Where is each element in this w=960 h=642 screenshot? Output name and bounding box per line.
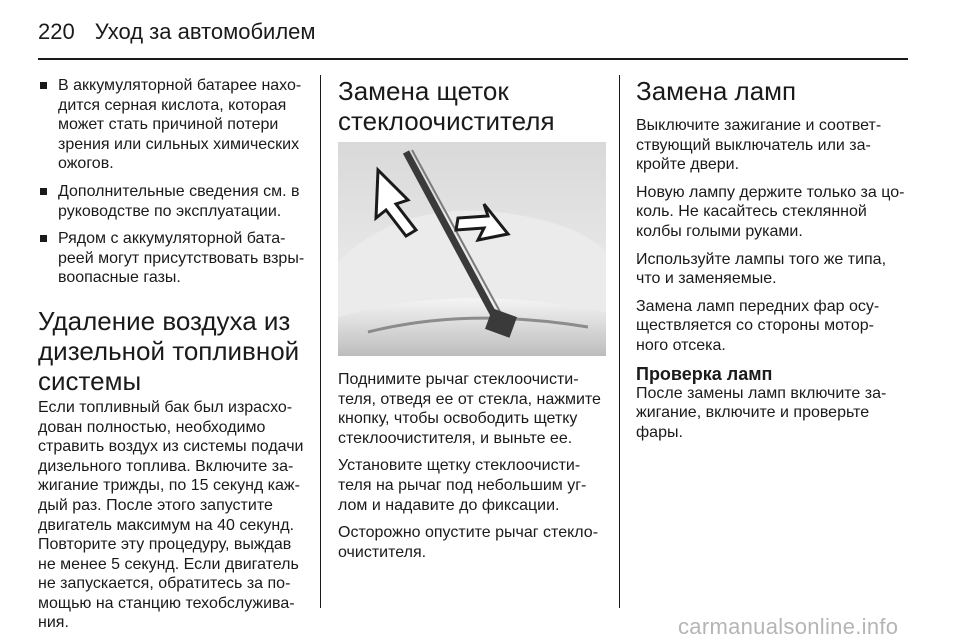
lamps-paragraph-3: Используйте лампы того же типа, что и заменяемые. bbox=[636, 250, 887, 288]
lamps-paragraph-4: Замена ламп передних фар осу- ществляется со стороны мотор- ного отсека. bbox=[636, 297, 880, 354]
column-2 bbox=[338, 76, 606, 570]
bullet-square-icon bbox=[40, 188, 47, 195]
list-item: Рядом с аккумуляторной бата- реей могут присутствовать взры- воопасные газы. bbox=[38, 229, 314, 288]
wiper-paragraph-1: Поднимите рычаг стеклоочисти- теля, отведя ее от стекла, нажмите кнопку, чтобы освободить щетку стеклоочистителя, и выньте ее. bbox=[338, 371, 601, 447]
column-1 bbox=[38, 76, 314, 641]
subheading-check-lamps: Проверка ламп bbox=[636, 363, 773, 384]
wiper-paragraph-2: Установите щетку стеклоочисти- теля на рычаг под небольшим уг- лом и надавите до фиксации. bbox=[338, 457, 587, 514]
bullet-square-icon bbox=[40, 82, 47, 89]
warning-list bbox=[38, 76, 314, 288]
wiper-photo-svg bbox=[338, 142, 606, 356]
column-divider-1 bbox=[320, 75, 321, 608]
page-title: Уход за автомобилем bbox=[94, 19, 316, 44]
wiper-illustration bbox=[338, 142, 606, 356]
section-heading-diesel: Удаление воздуха из дизельной топливной системы bbox=[38, 305, 300, 396]
column-3 bbox=[636, 76, 908, 450]
lamps-paragraph-1: Выключите зажигание и соответ- ствующий выключатель или за- кройте двери. bbox=[636, 117, 882, 174]
page-header bbox=[38, 14, 908, 50]
watermark: carmanualsonline.info bbox=[678, 614, 899, 639]
section-heading-lamps: Замена ламп bbox=[636, 76, 797, 106]
header-rule bbox=[38, 58, 908, 60]
bullet-square-icon bbox=[40, 235, 47, 242]
list-item: Дополнительные сведения см. в руководстве по эксплуатации. bbox=[38, 182, 314, 221]
section-heading-wiper: Замена щеток стеклоочистителя bbox=[338, 76, 555, 136]
list-item: В аккумуляторной батарее нахо- дится серная кислота, которая может стать причиной потери зрения или сильных химических ожогов. bbox=[38, 76, 314, 174]
lamps-paragraph-2: Новую лампу держите только за цо- коль. Не касайтесь стеклянной колбы голыми руками. bbox=[636, 183, 905, 240]
page-number: 220 bbox=[38, 19, 75, 44]
diesel-paragraph: Если топливный бак был израсхо- дован полностью, необходимо стравить воздух из системы подачи дизельного топлива. Включите за- жигание трижды, по 15 секунд каж- дый раз. После этого запустите двигатель максимум на 40 секунд. Повторите эту процедуру, выждав не менее 5 секунд. Если двигатель не запускается, обратитесь за по- мощью на станцию техобслужива- ния. bbox=[38, 398, 304, 632]
wiper-paragraph-3: Осторожно опустите рычаг стекло- очистителя. bbox=[338, 524, 599, 561]
column-divider-2 bbox=[619, 75, 620, 608]
check-lamps-paragraph: После замены ламп включите за- жигание, включите и проверьте фары. bbox=[636, 384, 887, 441]
